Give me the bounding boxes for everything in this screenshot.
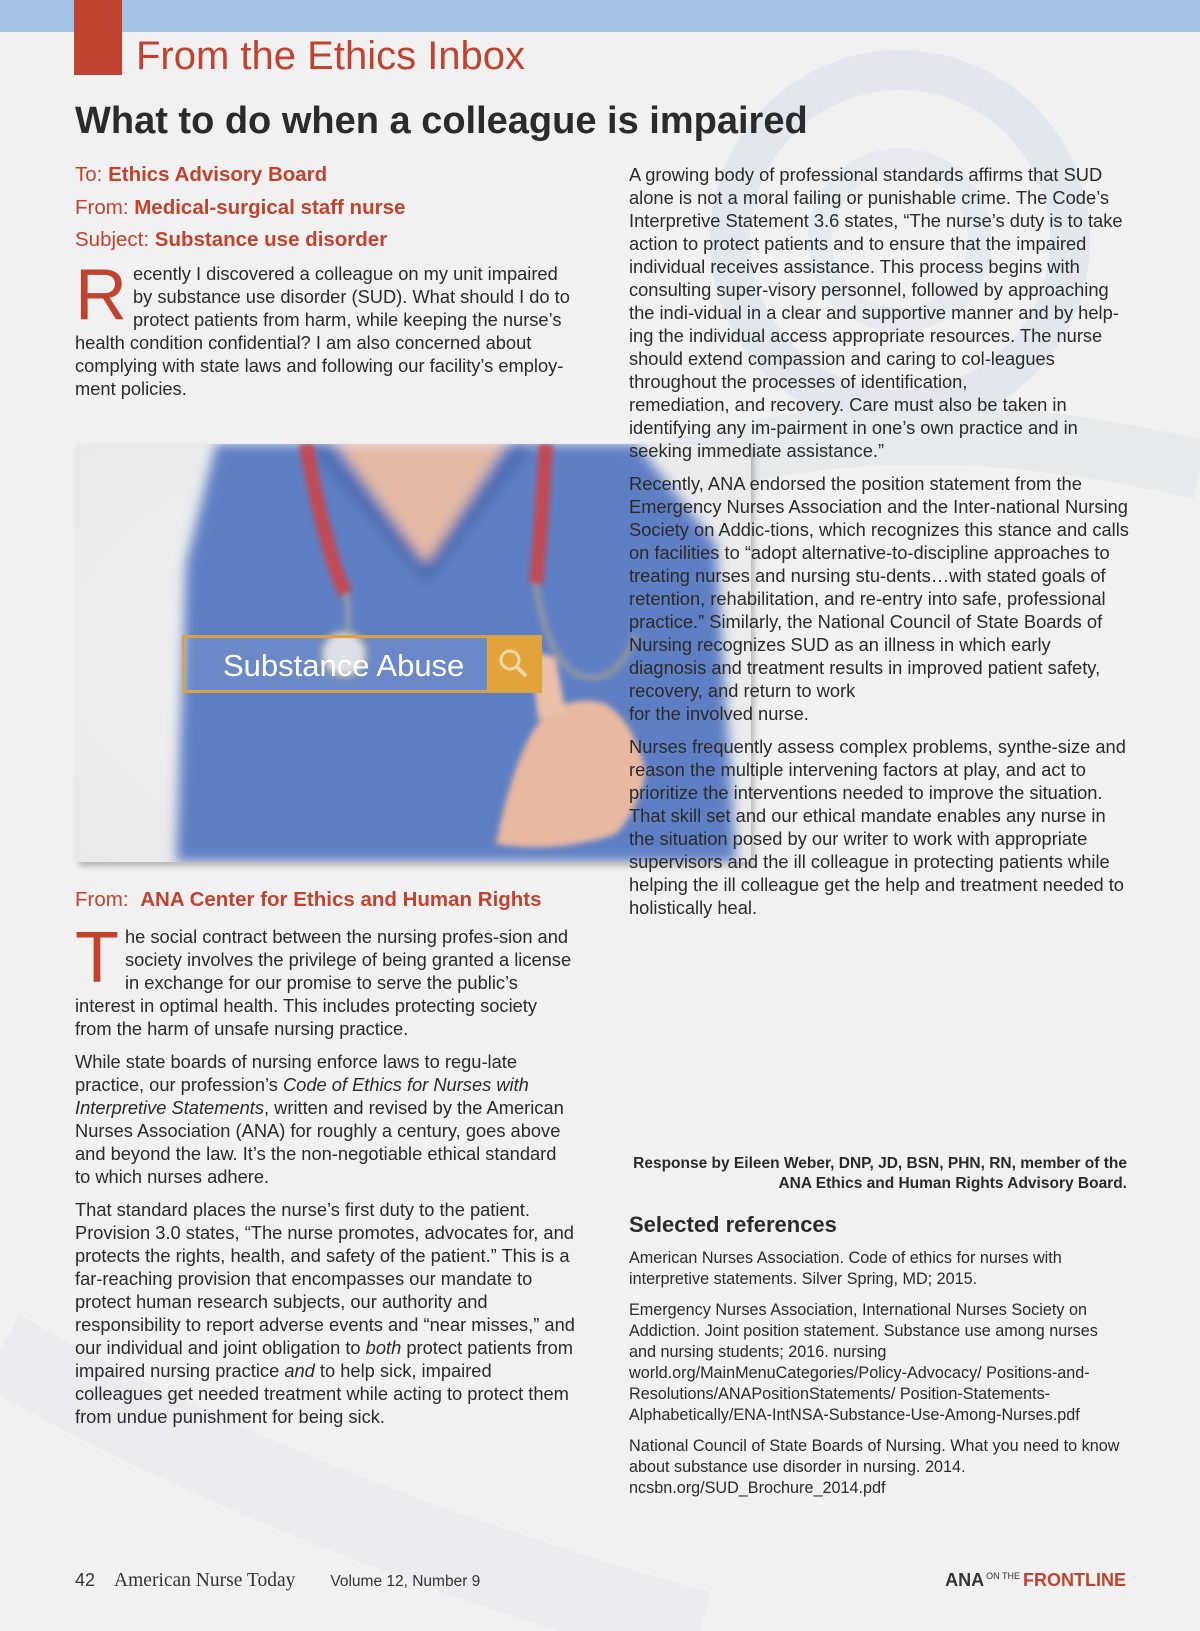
letter-to-label: To: [75,163,103,186]
response-from [75,888,542,912]
response-paragraph-2 [75,1050,575,1188]
letter-from-label: From: [75,196,129,219]
page-headline: What to do when a colleague is impaired [75,100,808,142]
letter-to-value: Ethics Advisory Board [108,163,328,186]
letter-to [75,163,327,187]
publication-name: American Nurse Today [114,1570,296,1591]
letter-drop-cap: R [75,255,127,335]
code-of-ethics-title: Code of Ethics for Nurses with Interpretive Statements [75,1074,529,1118]
top-color-band [0,0,1200,32]
reference-item: Emergency Nurses Association, International Nurses Society on Addiction. Joint position statement. Substance use among nurses and nursing students; 2016. nursing world.org/MainMenuCategories/Policy-Advocacy/ Positions-and-Resolutions/ANAPositionStatements/ Position-Statements-Alphabetically/ENA-IntNSA-Substance-Use-Among-Nurses.pdf [629,1301,1098,1424]
response-paragraph-3 [75,1198,575,1428]
p2-text-b: , written and revised by the American Nurses Association (ANA) for roughly a century, goes above and beyond the law. It’s the non-negotiable ethical standard to which nurses adhere. [75,1097,564,1187]
footer-left [75,1570,480,1592]
letter-subject-label: Subject: [75,228,150,251]
response-paragraph-1 [75,918,575,1040]
p3-text-c: to help sick, impaired colleagues get needed treatment while acting to protect them from undue punishment for being sick. [75,1360,569,1427]
p3-italic-both: both [365,1337,402,1358]
response-from-label: From: [75,888,129,911]
search-bar-graphic [182,635,542,693]
references-heading: Selected references [629,1212,837,1237]
letter-subject [75,228,387,252]
logo-ana: ANA [945,1570,985,1590]
p3-italic-and: and [284,1360,315,1381]
p2-text-a: While state boards of nursing enforce laws to regu-late practice, our profession’s [75,1051,518,1095]
frontline-logo [945,1570,1126,1591]
response-paragraph-4: A growing body of professional standards affirms that SUD alone is not a moral failing or punishable crime. The Code’s Interpretive Statement 3.6 states, “The nurse’s duty is to take action to protect patients and to ensure that the impaired individual receives assistance. This process begins with consulting super-visory personnel, followed by approaching the indi-vidual in a clear and supportive manner and by help-ing the individual access appropriate resources. The nurse should extend compassion and caring to col-leagues throughout the processes of identification, [629,164,1123,392]
response-drop-cap: T [75,918,119,998]
response-paragraph-6: Nurses frequently assess complex problems, synthe-size and reason the multiple intervening factors at play, and act to prioritize the interventions needed to improve the situation. That skill set and our ethical mandate enables any nurse in the situation posed by our writer to work with appropriate supervisors and the ill colleague in protecting patients while helping the ill colleague get the help and treatment needed to holistically heal. [629,736,1126,918]
letter-from-value: Medical-surgical staff nurse [134,196,406,219]
response-credit: Response by Eileen Weber, DNP, JD, BSN, PHN, RN, member of the ANA Ethics and Human Rights Advisory Board. [633,1155,1127,1192]
response-left-column [75,918,575,1438]
section-title: From the Ethics Inbox [136,34,526,78]
page-number: 42 [75,1570,96,1590]
magnifier-icon [487,638,539,690]
volume-info: Volume 12, Number 9 [330,1573,481,1590]
p3-text-a: That standard places the nurse’s first duty to the patient. Provision 3.0 states, “The nurse promotes, advocates for, and protects the rights, health, and safety of the patient.” This is a far-reaching provision that encompasses our mandate to protect human research subjects, our authority and responsibility to report adverse events and “near misses,” and our individual and joint obligation to [75,1199,575,1358]
letter-body [75,255,575,410]
letter-subject-value: Substance use disorder [154,228,388,251]
response-from-value: ANA Center for Ethics and Human Rights [140,888,542,911]
response-p1-text: he social contract between the nursing profes-sion and society involves the privilege of being granted a license in exchange for our promise to serve the public’s interest in optimal health. This includes protecting society from the harm of unsafe nursing practice. [75,926,572,1039]
letter-from [75,196,405,220]
response-paragraph-5-indented: Recently, ANA endorsed the position statement from the Emergency Nurses Association and the Inter-national Nursing Society on Addic-tions, which recognizes this stance and calls on facilities to “adopt alternative-to-discipline approaches to treating nurses and nursing stu-dents…with stated goals of retention, rehabilitation, and re-entry into safe, professional practice.” Similarly, the National Council of State Boards of Nursing recognizes SUD as an illness in which early diagnosis and treatment results in improved patient safety, recovery, and return to work [629,473,1129,701]
section-marker [74,0,122,75]
logo-frontline: FRONTLINE [1023,1570,1126,1590]
search-bar-text: Substance Abuse [223,648,465,683]
response-paragraph-4-indented: remediation, and recovery. Care must also be taken in identifying any im-pairment in one’s own practice and in seeking immediate assistance.” [629,394,1078,461]
logo-onthe: ON THE [986,1571,1020,1581]
letter-text: ecently I discovered a colleague on my unit impaired by substance use disorder (SUD). What should I do to protect patients from harm, while keeping the nurse’s health condition confidential? I am also concerned about complying with state laws and following our facility’s employ-ment policies. [75,263,570,399]
references-list [629,1248,1129,1509]
response-paragraph-5-end: for the involved nurse. [629,703,809,724]
reference-item: National Council of State Boards of Nursing. What you need to know about substance use disorder in nursing. 2014. ncsbn.org/SUD_Brochure_2014.pdf [629,1437,1120,1497]
response-right-column [629,163,1129,929]
reference-item: American Nurses Association. Code of ethics for nurses with interpretive statements. Silver Spring, MD; 2015. [629,1249,1062,1288]
p3-text-b: protect patients from impaired nursing practice [75,1337,573,1381]
